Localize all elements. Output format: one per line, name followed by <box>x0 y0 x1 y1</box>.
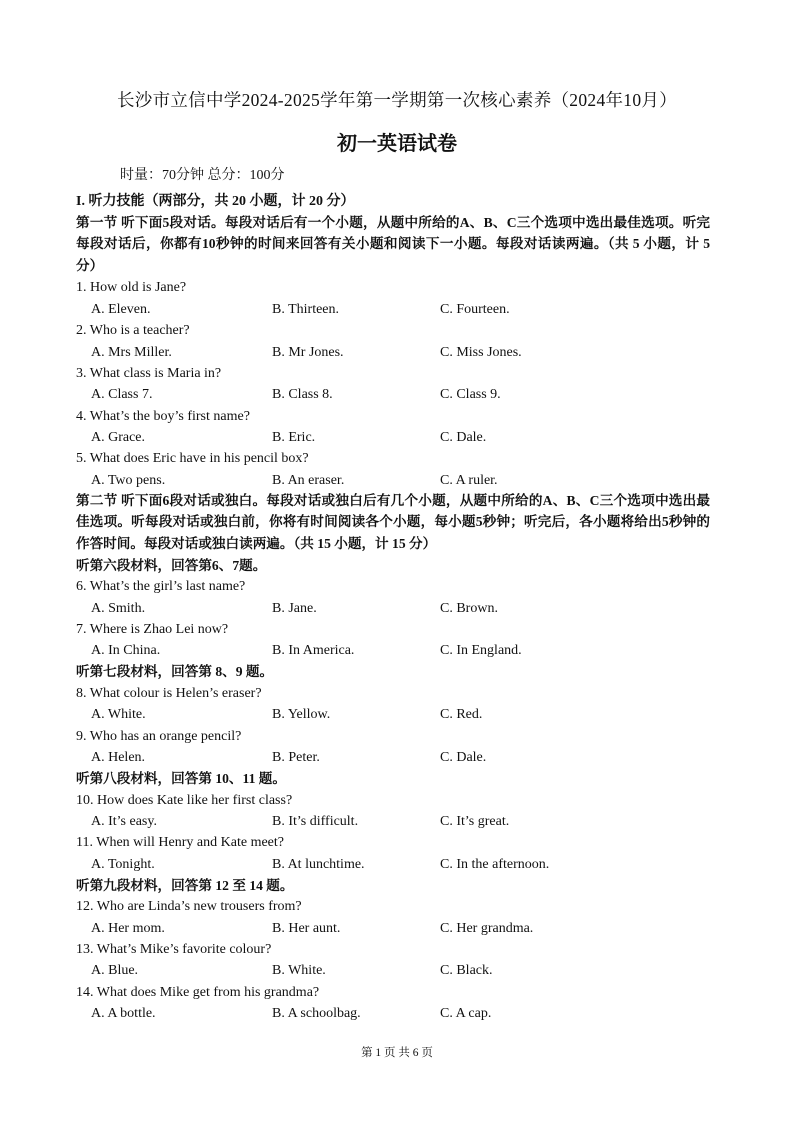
q9-option-b: B. Peter. <box>272 750 320 765</box>
q5-option-c: C. A ruler. <box>440 473 498 488</box>
q7-option-c: C. In England. <box>440 643 522 658</box>
q13-option-a: A. Blue. <box>91 963 139 978</box>
part2-instructions: 第二节 听下面6段对话或独白。每段对话或独白后有几个小题，从题中所给的A、B、C三个选项中选出最佳选项。听每段对话或独白前，你将有时间阅读各个小题，每小题5秒钟；听完后，各小题将给出5秒钟的作答时间。每段对话或独白读两遍。（共 15 小题，计 15 分） <box>76 493 710 551</box>
q7-option-a: A. In China. <box>91 643 161 658</box>
question-12: 12. Who are Linda’s new trousers from? <box>76 899 302 914</box>
q13-option-c: C. Black. <box>440 963 493 978</box>
q11-option-b: B. At lunchtime. <box>272 857 365 872</box>
question-7: 7. Where is Zhao Lei now? <box>76 622 229 637</box>
q9-option-a: A. Helen. <box>91 750 146 765</box>
q3-option-c: C. Class 9. <box>440 387 501 402</box>
q14-option-a: A. A bottle. <box>91 1006 156 1021</box>
section-heading: I. 听力技能（两部分，共 20 小题，计 20 分） <box>76 194 355 209</box>
material-6-label: 听第六段材料，回答第6、7题。 <box>76 558 267 573</box>
question-9: 9. Who has an orange pencil? <box>76 729 242 744</box>
q11-option-c: C. In the afternoon. <box>440 857 550 872</box>
q1-option-a: A. Eleven. <box>91 302 151 317</box>
question-3: 3. What class is Maria in? <box>76 366 222 381</box>
page-footer: 第 1 页 共 6 页 <box>361 1047 433 1059</box>
q6-option-a: A. Smith. <box>91 601 146 616</box>
q5-option-b: B. An eraser. <box>272 473 345 488</box>
q12-option-c: C. Her grandma. <box>440 921 534 936</box>
question-6: 6. What’s the girl’s last name? <box>76 579 246 594</box>
q4-option-b: B. Eric. <box>272 430 316 445</box>
q10-option-c: C. It’s great. <box>440 814 510 829</box>
time-score-info: 时量：70分钟 总分：100分 <box>120 168 285 183</box>
q13-option-b: B. White. <box>272 963 326 978</box>
question-13: 13. What’s Mike’s favorite colour? <box>76 942 272 957</box>
q14-option-b: B. A schoolbag. <box>272 1006 361 1021</box>
q10-option-a: A. It’s easy. <box>91 814 157 829</box>
q11-option-a: A. Tonight. <box>91 857 155 872</box>
question-14: 14. What does Mike get from his grandma? <box>76 985 320 1000</box>
material-9-label: 听第九段材料，回答第 12 至 14 题。 <box>76 878 294 893</box>
question-8: 8. What colour is Helen’s eraser? <box>76 686 262 701</box>
q2-option-a: A. Mrs Miller. <box>91 345 172 360</box>
q4-option-a: A. Grace. <box>91 430 146 445</box>
q5-option-a: A. Two pens. <box>91 473 166 488</box>
q12-option-b: B. Her aunt. <box>272 921 341 936</box>
question-11: 11. When will Henry and Kate meet? <box>76 835 284 850</box>
q14-option-c: C. A cap. <box>440 1006 492 1021</box>
material-7-label: 听第七段材料，回答第 8、9 题。 <box>76 664 274 679</box>
q8-option-a: A. White. <box>91 707 146 722</box>
question-10: 10. How does Kate like her first class? <box>76 793 293 808</box>
q12-option-a: A. Her mom. <box>91 921 165 936</box>
q6-option-c: C. Brown. <box>440 601 498 616</box>
q8-option-c: C. Red. <box>440 707 483 722</box>
q10-option-b: B. It’s difficult. <box>272 814 359 829</box>
question-4: 4. What’s the boy’s first name? <box>76 409 250 424</box>
q2-option-c: C. Miss Jones. <box>440 345 522 360</box>
q2-option-b: B. Mr Jones. <box>272 345 344 360</box>
q4-option-c: C. Dale. <box>440 430 487 445</box>
q9-option-c: C. Dale. <box>440 750 487 765</box>
part1-instructions: 第一节 听下面5段对话。每段对话后有一个小题，从题中所给的A、B、C三个选项中选出最佳选项。听完每段对话后，你都有10秒钟的时间来回答有关小题和阅读下一小题。每段对话读两遍。（共 5 小题，计 5 分） <box>76 215 710 273</box>
q3-option-b: B. Class 8. <box>272 387 333 402</box>
q8-option-b: B. Yellow. <box>272 707 331 722</box>
question-1: 1. How old is Jane? <box>76 280 187 295</box>
school-header: 长沙市立信中学2024-2025学年第一学期第一次核心素养（2024年10月） <box>116 90 678 110</box>
material-8-label: 听第八段材料，回答第 10、11 题。 <box>76 771 286 786</box>
q7-option-b: B. In America. <box>272 643 355 658</box>
question-2: 2. Who is a teacher? <box>76 323 190 338</box>
question-5: 5. What does Eric have in his pencil box? <box>76 451 309 466</box>
q1-option-b: B. Thirteen. <box>272 302 340 317</box>
q3-option-a: A. Class 7. <box>91 387 153 402</box>
exam-title: 初一英语试卷 <box>337 131 457 155</box>
q1-option-c: C. Fourteen. <box>440 302 510 317</box>
q6-option-b: B. Jane. <box>272 601 317 616</box>
